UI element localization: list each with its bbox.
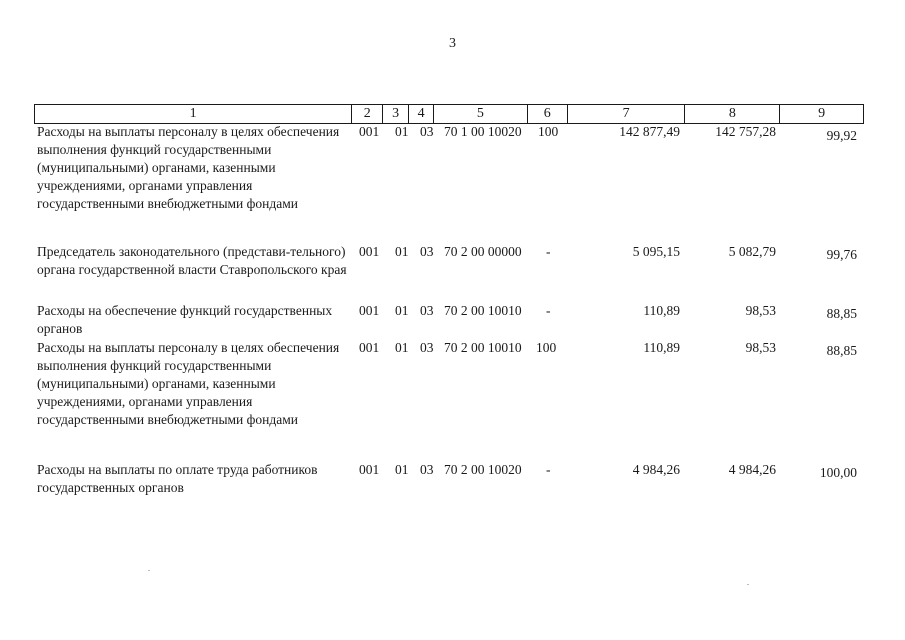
row-code-5: 70 2 00 10010 [444,303,522,318]
row-value-7: 110,89 [643,303,680,318]
row-code-5: 70 2 00 10010 [444,340,522,355]
row-code-4: 03 [420,340,434,355]
row-code-4: 03 [420,462,434,477]
header-col-2: 2 [352,105,383,123]
header-col-9: 9 [818,106,826,121]
row-description: Расходы на выплаты персоналу в целях обеспечения выполнения функций государственными (муниципальными) органами, казенными учреждениями, органами управления государственными внебюджетными фондами [37,340,340,427]
scan-speck [747,584,749,585]
row-value-8: 142 757,28 [715,124,776,139]
row-description: Расходы на обеспечение функций государственных органов [37,303,333,336]
row-code-3: 01 [395,303,409,318]
page-number: 3 [449,36,456,51]
row-code-3: 01 [395,340,409,355]
row-code-4: 03 [420,124,434,139]
row-value-8: 4 984,26 [728,462,776,477]
row-value-9: 100,00 [819,465,857,480]
row-value-8: 98,53 [745,303,776,318]
row-code-6: - [546,303,551,318]
scan-speck [148,570,150,571]
row-value-9: 88,85 [826,343,857,358]
row-code-6: 100 [536,340,557,355]
header-col-6: 6 [528,105,568,123]
row-code-2: 001 [359,244,380,259]
row-code-4: 03 [420,244,434,259]
row-value-8: 5 082,79 [728,244,776,259]
row-code-6: - [546,244,551,259]
row-code-3: 01 [395,244,409,259]
row-code-2: 001 [359,462,380,477]
table-header [34,104,864,124]
header-col-8: 8 [685,105,780,123]
row-code-6: - [546,462,551,477]
row-value-8: 98,53 [745,340,776,355]
row-code-4: 03 [420,303,434,318]
row-code-3: 01 [395,124,409,139]
row-value-7: 5 095,15 [632,244,680,259]
row-value-7: 142 877,49 [619,124,680,139]
row-value-9: 99,76 [826,247,857,262]
row-value-9: 99,92 [826,128,857,143]
row-value-7: 4 984,26 [632,462,680,477]
row-code-3: 01 [395,462,409,477]
row-value-9: 88,85 [826,306,857,321]
row-code-5: 70 1 00 10020 [444,124,522,139]
row-code-2: 001 [359,124,380,139]
row-code-5: 70 2 00 00000 [444,244,522,259]
row-code-2: 001 [359,303,380,318]
row-description: Расходы на выплаты персоналу в целях обеспечения выполнения функций государственными (муниципальными) органами, казенными учреждениями, органами управления государственными внебюджетными фондами [37,124,340,211]
row-code-6: 100 [538,124,559,139]
row-value-7: 110,89 [643,340,680,355]
row-description: Расходы на выплаты по оплате труда работников государственных органов [37,462,318,495]
header-col-4: 4 [409,105,434,123]
header-col-1: 1 [35,105,352,123]
row-code-5: 70 2 00 10020 [444,462,522,477]
header-col-7: 7 [568,105,686,123]
row-code-2: 001 [359,340,380,355]
row-description: Председатель законодательного (представи-тельного) органа государственной власти Ставропольского края [37,244,347,277]
header-col-5: 5 [434,105,528,123]
header-col-3: 3 [383,105,409,123]
